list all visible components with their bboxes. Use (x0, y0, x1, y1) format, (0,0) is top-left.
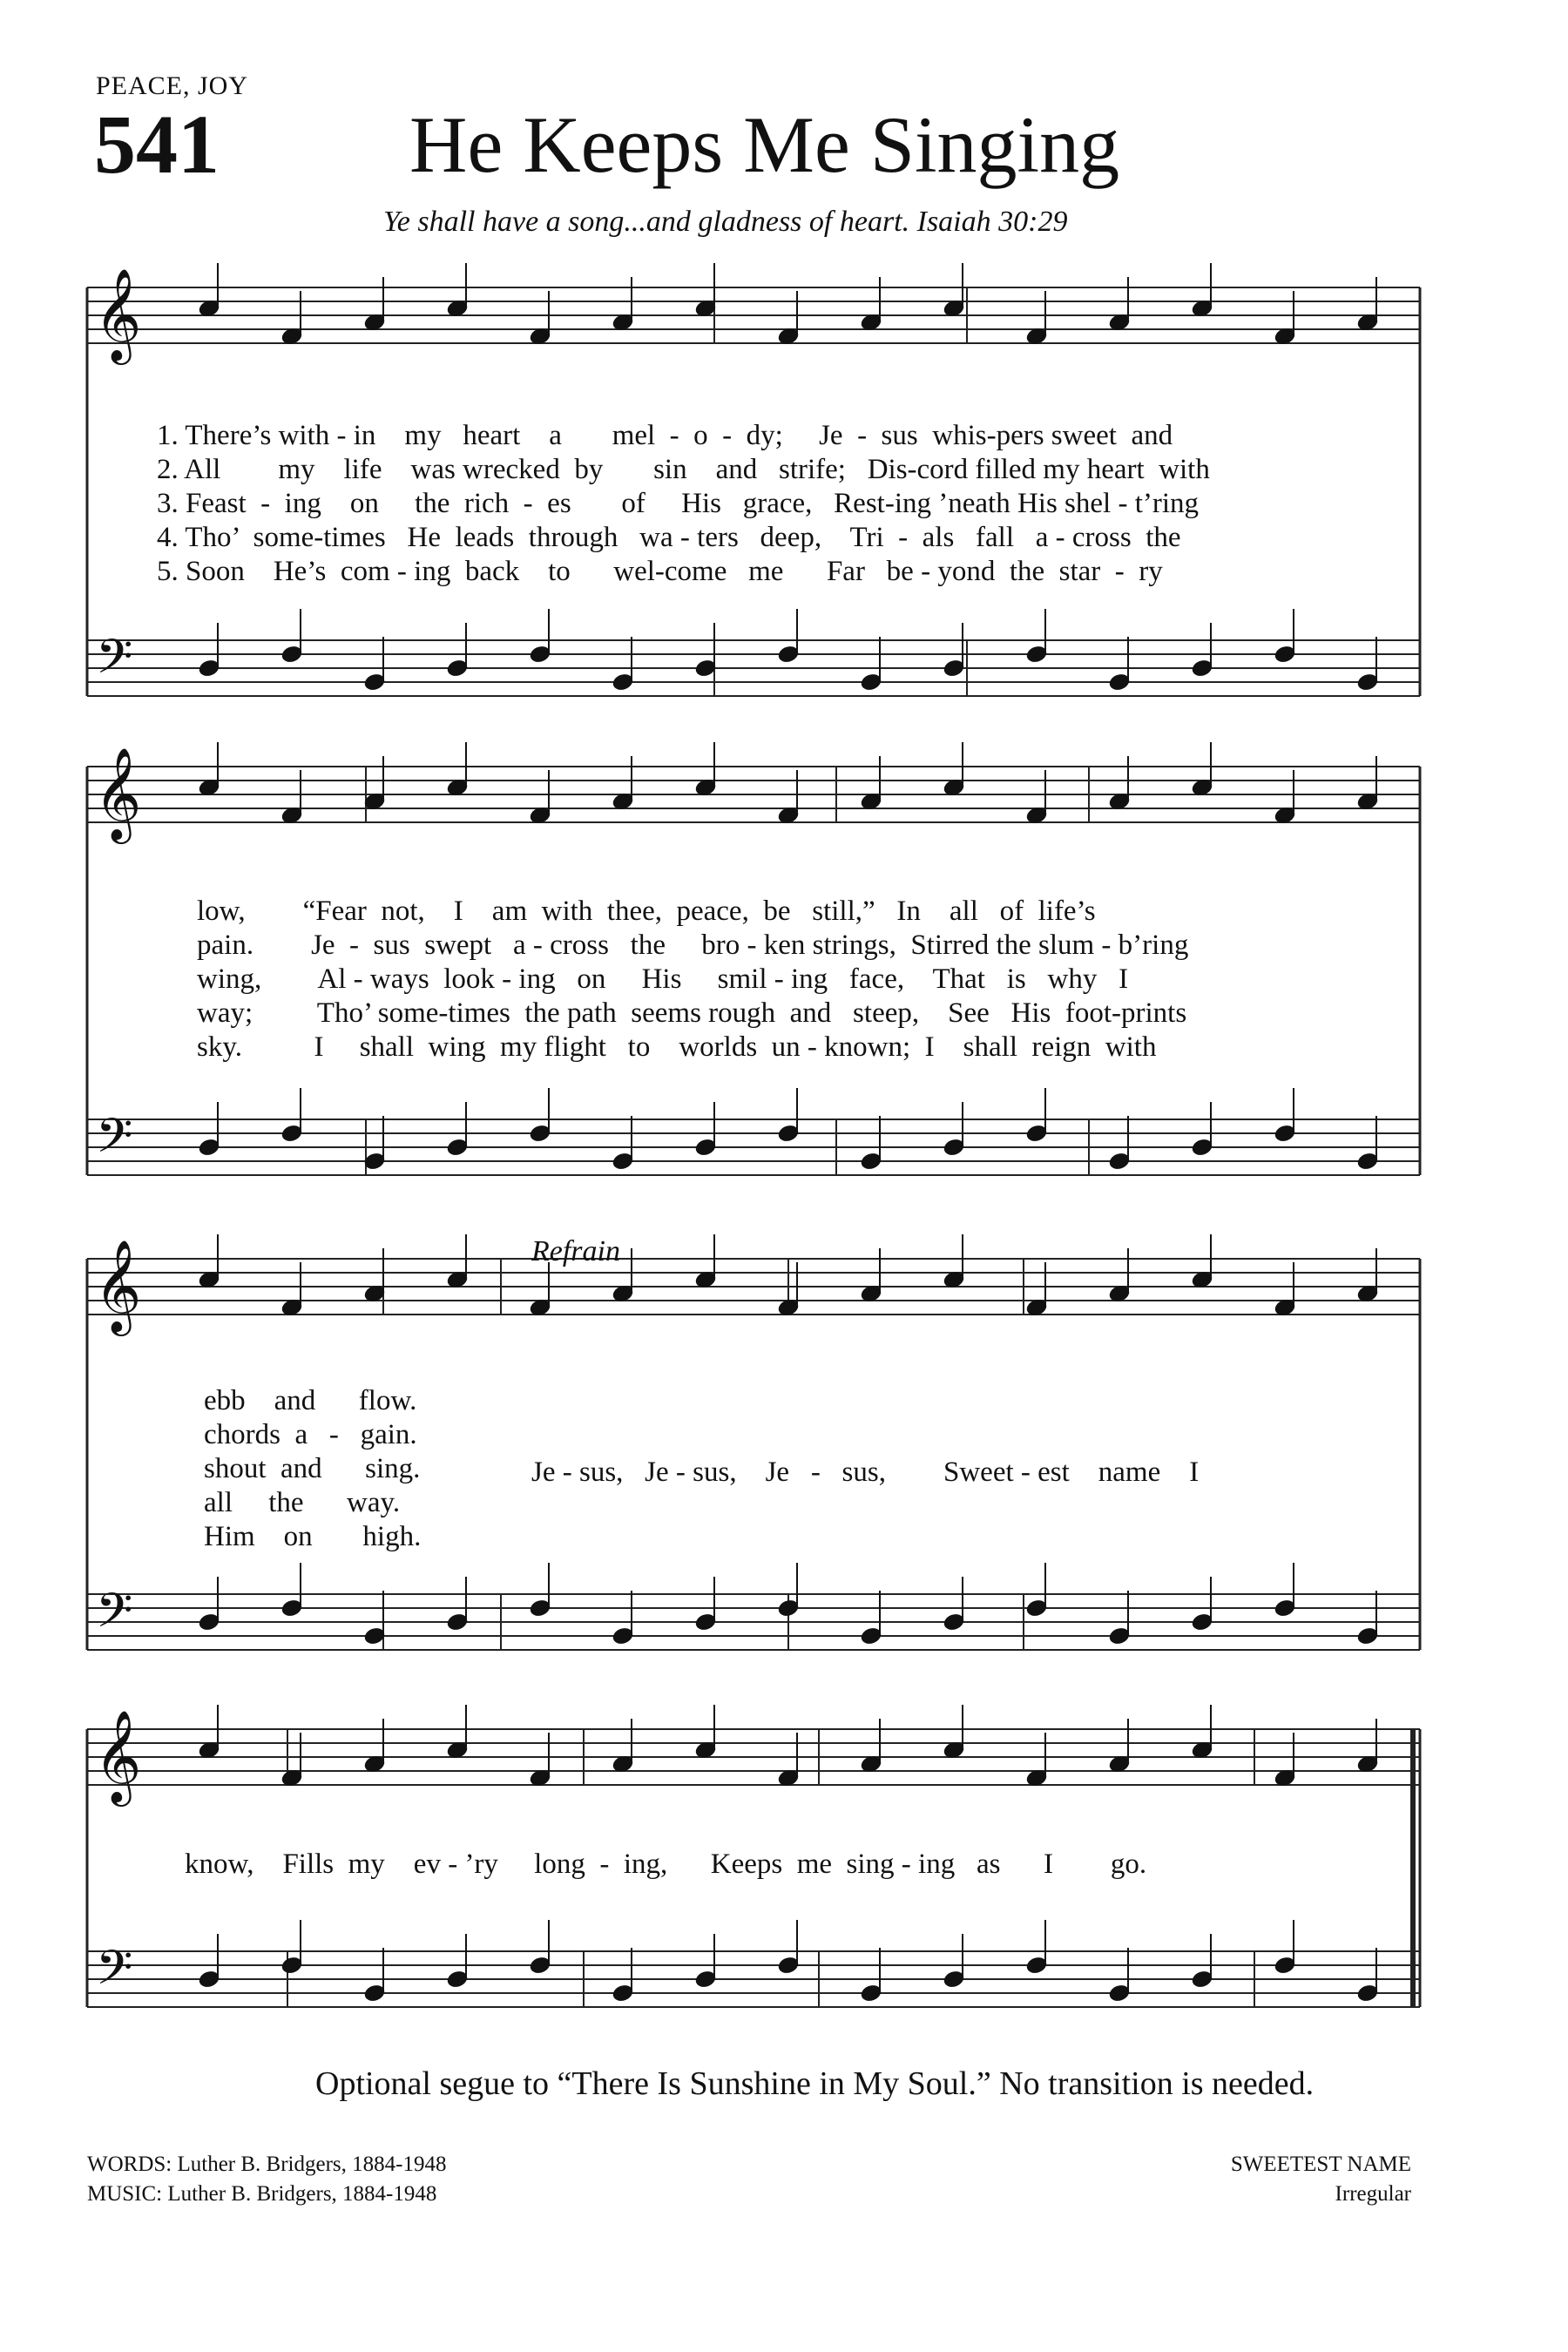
lyric-line: way; Tho’ some-times the path seems rough and steep, See His foot-prints (197, 997, 1187, 1029)
hymn-title: He Keeps Me Singing (409, 100, 1120, 189)
treble-clef-icon: 𝄞 (94, 1239, 142, 1332)
treble-clef-icon: 𝄞 (94, 747, 142, 840)
bass-clef-icon: 𝄢 (96, 1108, 133, 1175)
tune-credits (1231, 2150, 1411, 2209)
refrain-lyric-line: Je - sus, Je - sus, Je - sus, Sweet - est name I (531, 1456, 1200, 1488)
tune-name: SWEETEST NAME (1230, 2153, 1411, 2176)
music-credit: MUSIC: Luther B. Bridgers, 1884-1948 (87, 2182, 437, 2206)
hymn-category: PEACE, JOY (96, 71, 249, 100)
lyric-line: pain. Je - sus swept a - cross the bro - ken strings, Stirred the slum - b’ring (197, 929, 1189, 961)
meter: Irregular (1335, 2182, 1411, 2206)
bass-clef-icon: 𝄢 (96, 1583, 133, 1650)
words-credit: WORDS: Luther B. Bridgers, 1884-1948 (87, 2153, 447, 2176)
lyric-line: 3. Feast - ing on the rich - es of His grace, Rest-ing ’neath His shel - t’ring (157, 488, 1200, 519)
words-music-credits (87, 2150, 446, 2209)
bass-clef-icon: 𝄢 (96, 629, 133, 696)
scripture-epigraph: Ye shall have a song...and gladness of heart. Isaiah 30:29 (383, 206, 1068, 238)
lyric-line: 1. There’s with - in my heart a mel - o - dy; Je - sus whis-pers sweet and (157, 420, 1173, 451)
lyric-line: 2. All my life was wrecked by sin and strife; Dis-cord filled my heart with (157, 454, 1210, 485)
treble-clef-icon: 𝄞 (94, 1709, 142, 1802)
refrain-label: Refrain (531, 1235, 620, 1267)
lyric-line: 4. Tho’ some-times He leads through wa - ters deep, Tri - als fall a - cross the (157, 522, 1181, 553)
lyric-line: ebb and flow. (204, 1385, 417, 1416)
lyric-line: sky. I shall wing my flight to worlds un - known; I shall reign with (197, 1031, 1157, 1063)
bass-clef-icon: 𝄢 (96, 1940, 133, 2007)
segue-note: Optional segue to “There Is Sunshine in My Soul.” No transition is needed. (315, 2065, 1315, 2102)
lyric-line: Him on high. (204, 1521, 422, 1552)
lyric-line: 5. Soon He’s com - ing back to wel-come me Far be - yond the star - ry (157, 556, 1163, 587)
lyric-line: low, “Fear not, I am with thee, peace, be still,” In all of life’s (197, 896, 1096, 927)
lyric-line: all the way. (204, 1487, 401, 1518)
lyric-line: chords a - gain. (204, 1419, 417, 1450)
lyric-line: wing, Al - ways look - ing on His smil - ing face, That is why I (197, 963, 1129, 995)
treble-clef-icon: 𝄞 (94, 267, 142, 361)
hymn-number: 541 (94, 98, 220, 191)
lyric-line: shout and sing. (204, 1453, 421, 1484)
final-lyric-line: know, Fills my ev - ’ry long - ing, Keeps me sing - ing as I go. (185, 1848, 1147, 1880)
